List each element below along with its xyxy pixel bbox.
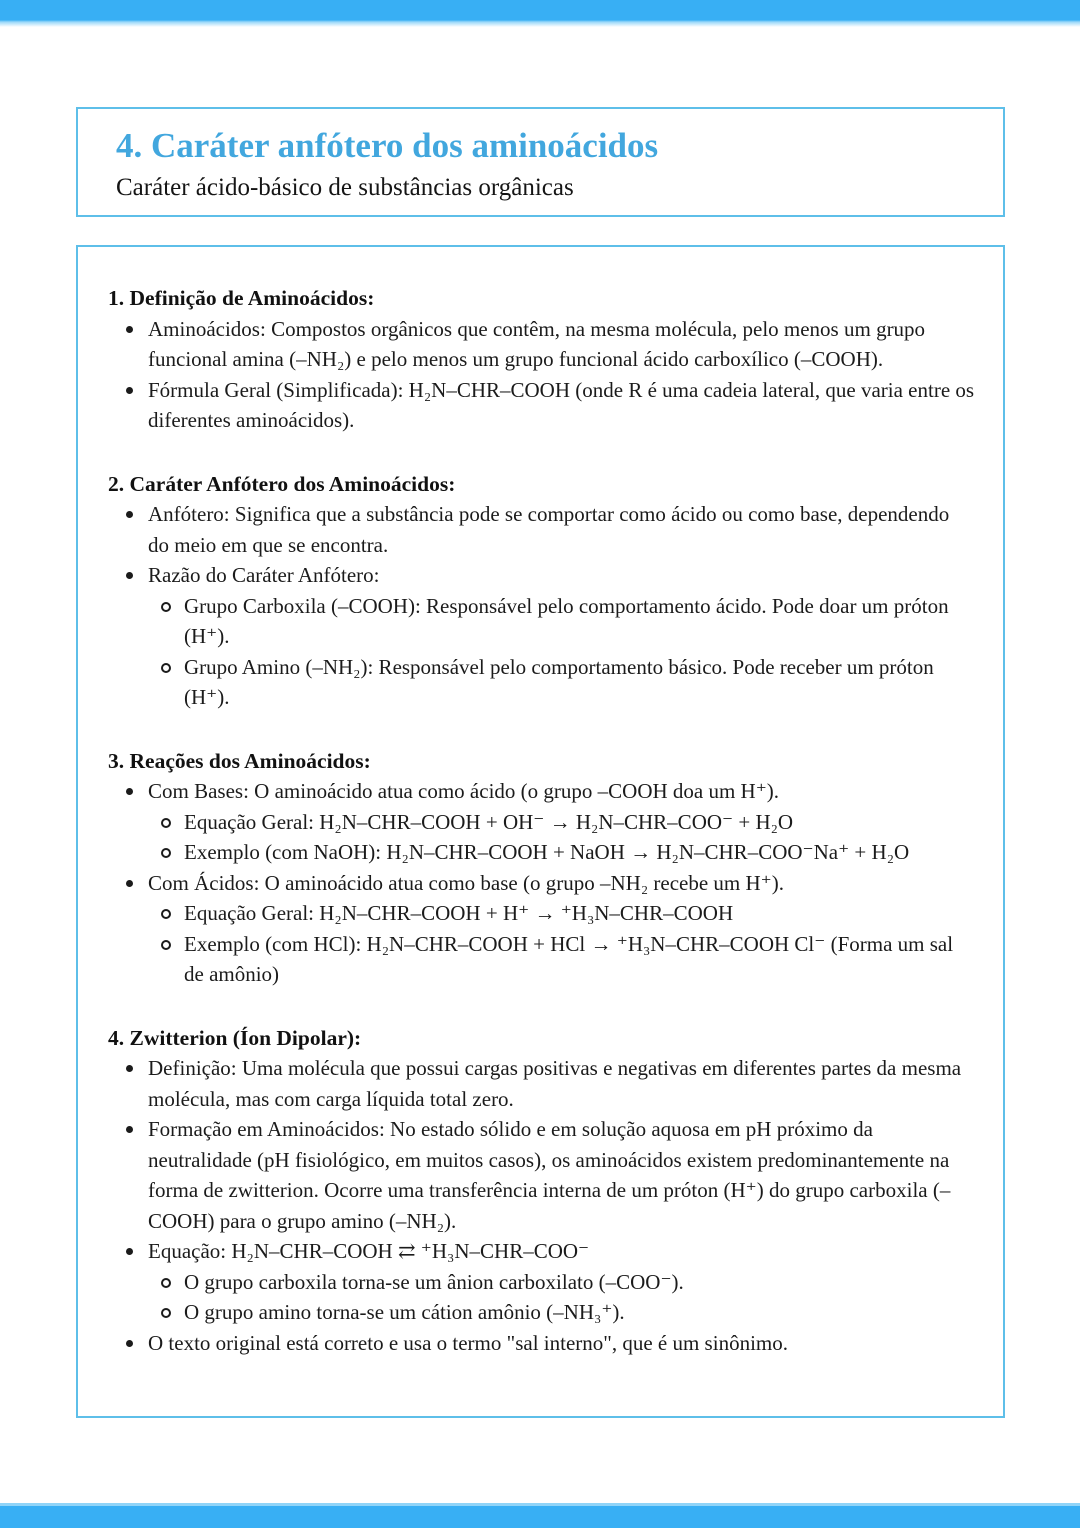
bullet-item-text: Anfótero: Significa que a substância pode se comportar como ácido ou como base, dependendo do meio em que se encontra.	[148, 502, 950, 557]
top-accent-bar	[0, 0, 1080, 27]
filled-bullet-icon	[126, 572, 133, 579]
bullet-item-text: Com Bases: O aminoácido atua como ácido (o grupo –COOH doa um H⁺).	[148, 779, 780, 803]
bullet-item	[108, 868, 975, 899]
bullet-item	[108, 314, 975, 375]
bullet-item-text: Exemplo (com NaOH): H₂N–CHR–COOH + NaOH → H₂N–CHR–COO⁻Na⁺ + H₂O	[184, 840, 910, 864]
header-card	[76, 107, 1005, 217]
bullet-item	[108, 560, 975, 591]
filled-bullet-icon	[126, 511, 133, 518]
open-bullet-icon	[161, 663, 171, 673]
bullet-item-text: Razão do Caráter Anfótero:	[148, 563, 380, 587]
bullet-item-text: O grupo amino torna-se um cátion amônio (–NH₃⁺).	[184, 1300, 625, 1324]
bullet-item	[108, 929, 975, 990]
filled-bullet-icon	[126, 1340, 133, 1347]
bullet-item	[108, 1236, 975, 1267]
section-heading: 3. Reações dos Aminoácidos:	[108, 748, 371, 773]
bullet-item	[108, 1114, 975, 1236]
open-bullet-icon	[161, 818, 171, 828]
bullet-item-text: Equação Geral: H₂N–CHR–COOH + OH⁻ → H₂N–CHR–COO⁻ + H₂O	[184, 809, 794, 834]
bullet-item	[108, 1297, 975, 1328]
filled-bullet-icon	[126, 788, 133, 795]
notes-card	[76, 245, 1005, 1418]
bullet-item	[108, 591, 975, 652]
section	[108, 283, 975, 436]
page-title: 4. Caráter anfótero dos aminoácidos	[116, 126, 659, 165]
bullet-item	[108, 1328, 975, 1359]
open-bullet-icon	[161, 602, 171, 612]
bullet-item-text: Grupo Carboxila (–COOH): Responsável pelo comportamento ácido. Pode doar um próton (H⁺).	[184, 593, 949, 648]
bullet-item-text: O grupo carboxila torna-se um ânion carboxilato (–COO⁻).	[184, 1269, 684, 1294]
bullet-item-text: Equação: H₂N–CHR–COOH ⇄ ⁺H₃N–CHR–COO⁻	[148, 1239, 590, 1263]
open-bullet-icon	[161, 1278, 171, 1288]
section-heading: 2. Caráter Anfótero dos Aminoácidos:	[108, 471, 456, 496]
bullet-item-text: Grupo Amino (–NH₂): Responsável pelo comportamento básico. Pode receber um próton (H⁺).	[184, 654, 934, 709]
bullet-item-text: Formação em Aminoácidos: No estado sólido e em solução aquosa em pH próximo da neutralidade (pH fisiológico, em muitos casos), os aminoácidos existem predominantemente na forma de zwitterion. Ocorre uma transferência interna de um próton (H⁺) do grupo carboxila (–COOH) para o grupo amino (–NH₂).	[148, 1117, 951, 1233]
open-bullet-icon	[161, 1308, 171, 1318]
content-sections	[108, 283, 975, 1358]
bullet-item-text: Exemplo (com HCl): H₂N–CHR–COOH + HCl → ⁺H₃N–CHR–COOH Cl⁻ (Forma um sal de amônio)	[184, 931, 954, 986]
filled-bullet-icon	[126, 326, 133, 333]
bullet-item-text: Aminoácidos: Compostos orgânicos que contêm, na mesma molécula, pelo menos um grupo funcional amina (–NH₂) e pelo menos um grupo funcional ácido carboxílico (–COOH).	[148, 316, 926, 371]
open-bullet-icon	[161, 848, 171, 858]
section	[108, 1023, 975, 1359]
filled-bullet-icon	[126, 1065, 133, 1072]
bullet-item	[108, 499, 975, 560]
bullet-item-text: Equação Geral: H₂N–CHR–COOH + H⁺ → ⁺H₃N–CHR–COOH	[184, 901, 734, 925]
bullet-item-text: Definição: Uma molécula que possui cargas positivas e negativas em diferentes partes da mesma molécula, mas com carga líquida total zero.	[148, 1056, 962, 1111]
filled-bullet-icon	[126, 1126, 133, 1133]
section	[108, 746, 975, 990]
bullet-item-text: Fórmula Geral (Simplificada): H₂N–CHR–COOH (onde R é uma cadeia lateral, que varia entre os diferentes aminoácidos).	[148, 377, 975, 432]
bullet-item-text: Com Ácidos: O aminoácido atua como base (o grupo –NH₂ recebe um H⁺).	[148, 870, 784, 895]
filled-bullet-icon	[126, 387, 133, 394]
page-subtitle: Caráter ácido-básico de substâncias orgânicas	[116, 174, 574, 201]
open-bullet-icon	[161, 909, 171, 919]
bullet-item-text: O texto original está correto e usa o termo "sal interno", que é um sinônimo.	[148, 1330, 788, 1355]
bullet-item	[108, 776, 975, 807]
bullet-item	[108, 837, 975, 868]
filled-bullet-icon	[126, 1248, 133, 1255]
bullet-item	[108, 375, 975, 436]
section-heading: 4. Zwitterion (Íon Dipolar):	[108, 1025, 362, 1050]
open-bullet-icon	[161, 940, 171, 950]
section	[108, 469, 975, 713]
section-heading: 1. Definição de Aminoácidos:	[108, 286, 375, 310]
bottom-accent-bar	[0, 1503, 1080, 1528]
bullet-item	[108, 898, 975, 929]
filled-bullet-icon	[126, 880, 133, 887]
bullet-item	[108, 807, 975, 838]
bullet-item	[108, 1053, 975, 1114]
bullet-item	[108, 1267, 975, 1298]
bullet-item	[108, 652, 975, 713]
